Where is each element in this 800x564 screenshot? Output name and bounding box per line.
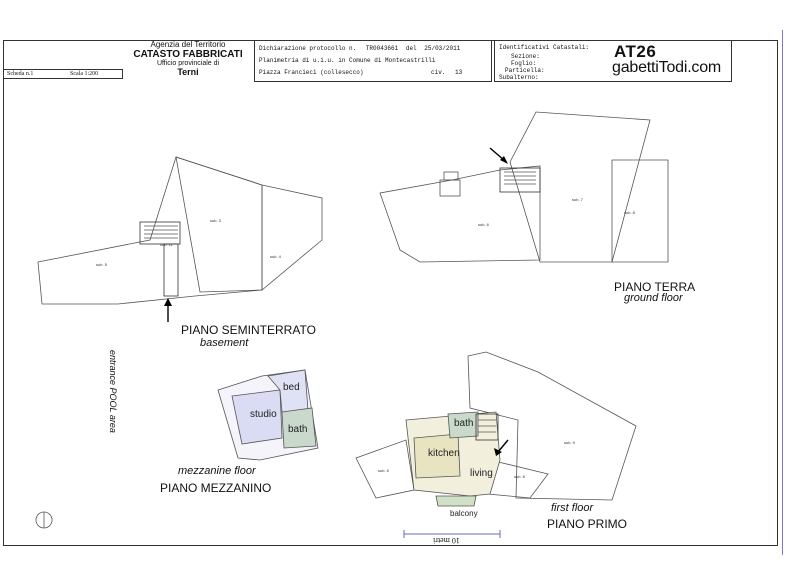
basement-title: PIANO SEMINTERRATO <box>181 323 316 337</box>
ground-sub6-label: sub. 6 <box>478 222 489 227</box>
ground-sub7-label: sub. 7 <box>572 197 583 202</box>
ground-sub8-outline <box>612 160 668 262</box>
first-floor-title: PIANO PRIMO <box>547 517 628 531</box>
first-floor-plan <box>356 352 636 506</box>
brand-name: gabettiTodi.com <box>612 59 722 76</box>
civ-label: civ. <box>431 69 446 76</box>
scale-bar-label: 10 metri <box>433 536 460 545</box>
first-living-label: living <box>470 468 493 479</box>
declaration-date: 25/03/2011 <box>424 45 461 52</box>
first-floor-subtitle: first floor <box>551 502 594 514</box>
ground-title: PIANO TERRA <box>614 280 696 294</box>
first-bath-label: bath <box>454 418 474 429</box>
identifiers-title: Identificativi Catastali: <box>499 44 590 51</box>
office-city: Terni <box>177 67 199 77</box>
ident-subalterno: Subalterno: <box>499 74 539 81</box>
first-sub6-label: sub. 6 <box>378 468 389 473</box>
basement-sub5-label: sub. 5 <box>96 262 107 267</box>
basement-sub4-outline <box>262 185 322 290</box>
address-text: Piazza Francieci (collesecco) <box>259 69 364 76</box>
basement-sub5-outline <box>38 157 262 304</box>
ident-particella: Particella: <box>505 67 545 74</box>
basement-sub3-label: sub. 3 <box>210 218 221 223</box>
basement-plan <box>38 157 322 304</box>
mezz-bath-label: bath <box>288 424 308 435</box>
first-sub9-label: sub. 9 <box>564 440 575 445</box>
basement-sub3-outline <box>176 157 262 292</box>
mezz-studio-label: studio <box>250 409 277 420</box>
scheda-number: Scheda n.1 <box>7 71 34 77</box>
entrance-pool-label: entrance POOL area <box>108 350 118 433</box>
declaration-label: Dichiarazione protocollo n. <box>259 45 357 52</box>
ident-sezione: Sezione: <box>511 53 540 60</box>
planimetria-text: Planimetria di u.i.u. in Comune di Montecastrilli <box>259 57 436 64</box>
catasto-title: CATASTO FABBRICATI <box>133 49 243 60</box>
declaration-del: del <box>405 45 417 52</box>
basement-sub4-label: sub. 4 <box>270 254 281 259</box>
ident-foglio: Foglio: <box>511 60 537 67</box>
brand-code: AT26 <box>614 42 657 61</box>
ground-subtitle: ground floor <box>624 292 683 304</box>
first-sub8-label: sub. 8 <box>514 474 525 479</box>
office-label: Ufficio provinciale di <box>156 60 220 67</box>
basement-subtitle: basement <box>200 337 249 349</box>
first-entrance-arrow <box>498 440 508 452</box>
ground-sub7-outline <box>510 112 650 262</box>
agency-name: Agenzia del Territorio <box>150 40 226 49</box>
civ-number: 13 <box>455 69 463 76</box>
mezzanine-title: PIANO MEZZANINO <box>160 481 272 495</box>
ground-sub8-label: sub. 8 <box>624 210 635 215</box>
first-balcony-area <box>436 496 476 506</box>
first-kitchen-label: kitchen <box>428 448 460 459</box>
first-balcony-label: balcony <box>450 509 478 518</box>
scale-value: Scala 1:200 <box>70 71 99 77</box>
mezz-bed-label: bed <box>283 382 300 393</box>
ground-floor-plan <box>380 112 668 262</box>
basement-sub11-label: sub. 11 <box>160 242 173 247</box>
compass-mark <box>36 512 52 528</box>
basement-corridor <box>164 244 178 296</box>
mezzanine-subtitle: mezzanine floor <box>178 465 256 477</box>
declaration-number: TR0043661 <box>365 45 399 52</box>
